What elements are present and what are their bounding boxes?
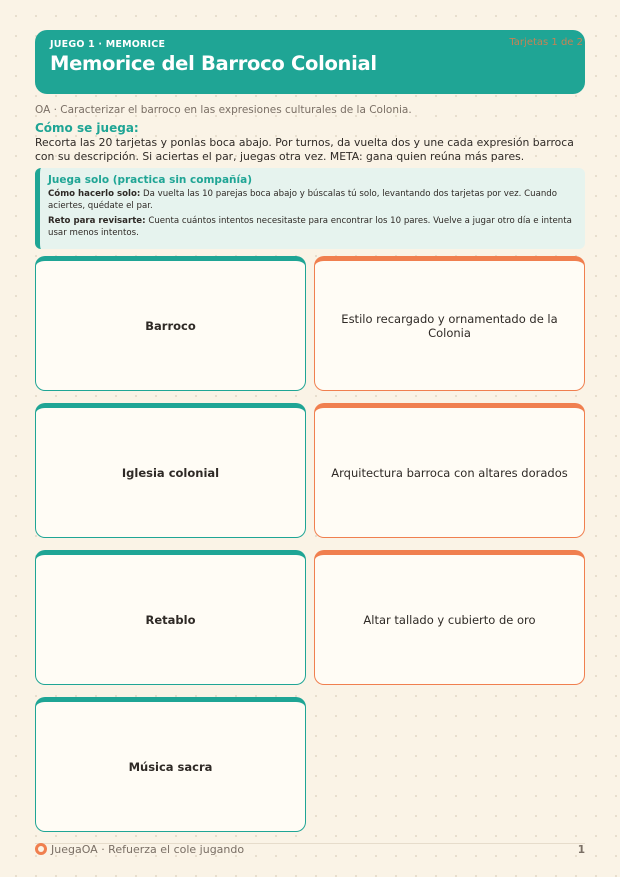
learning-objective: OA · Caracterizar el barroco en las expresiones culturales de la Colonia. (35, 104, 412, 116)
solo-play-title: Juega solo (practica sin compañía) (48, 174, 252, 186)
solo-how-text: Da vuelta las 10 parejas boca abajo y búscalas tú solo, levantando dos tarjetas por vez. Cuando aciertes, quédate el par. (48, 189, 558, 211)
memory-card-term[interactable] (35, 256, 306, 391)
game-tag: JUEGO 1 · MEMORICE (50, 39, 166, 50)
card-label: Música sacra (128, 759, 213, 774)
solo-how-label: Cómo hacerlo solo: (48, 189, 141, 199)
how-to-play-heading: Cómo se juega: (35, 121, 139, 135)
card-label: Barroco (145, 318, 196, 333)
footer-brand: JuegaOA · Refuerza el cole jugando (51, 843, 245, 856)
card-label: Estilo recargado y ornamentado de la Colonia (341, 311, 558, 340)
memory-card-description[interactable] (314, 550, 585, 685)
game-header (35, 30, 585, 94)
solo-challenge-text: Cuenta cuántos intentos necesitaste para encontrar los 10 pares. Vuelve a jugar otro día e intenta usar menos intentos. (48, 216, 572, 238)
memory-card-term[interactable] (35, 403, 306, 538)
card-label: Iglesia colonial (121, 465, 220, 480)
solo-challenge-row (48, 215, 575, 239)
solo-play-box (35, 168, 585, 249)
solo-how-row (48, 188, 575, 212)
card-label: Retablo (145, 612, 196, 627)
page-number: 1 (577, 844, 585, 856)
memory-card-term[interactable] (35, 697, 306, 832)
solo-challenge-label: Reto para revisarte: (48, 216, 146, 226)
memory-card-description[interactable] (314, 403, 585, 538)
memory-card-term[interactable] (35, 550, 306, 685)
page-title: Memorice del Barroco Colonial (50, 52, 377, 75)
logo-icon (35, 843, 47, 855)
card-label: Arquitectura barroca con altares dorados (331, 465, 568, 480)
how-to-play-text: Recorta las 20 tarjetas y ponlas boca abajo. Por turnos, da vuelta dos y une cada expresión barroca con su descripción. Si aciertas el par, juegas otra vez. META: gana quien reúna más pares. (35, 136, 574, 163)
page-counter: Tarjetas 1 de 2 (509, 37, 583, 48)
card-label: Altar tallado y cubierto de oro (363, 612, 536, 627)
memory-card-description[interactable] (314, 256, 585, 391)
